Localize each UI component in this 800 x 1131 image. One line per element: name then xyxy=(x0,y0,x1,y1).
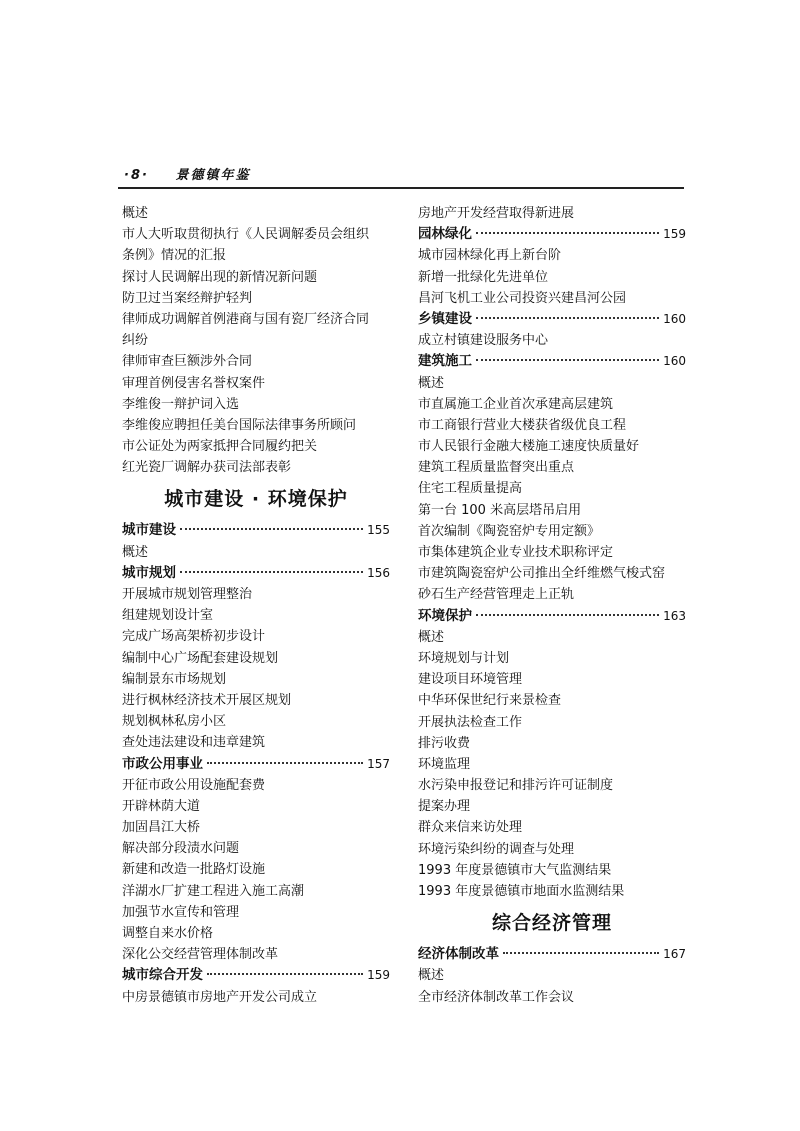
toc-item: 1993 年度景德镇市地面水监测结果 xyxy=(418,884,625,899)
toc-item: 市工商银行营业大楼获省级优良工程 xyxy=(418,417,627,433)
book-title: 景德镇年鉴 xyxy=(175,168,251,183)
section-page-number: 159 xyxy=(367,968,390,983)
toc-item: 纠纷 xyxy=(122,333,149,349)
toc-section-entry xyxy=(122,563,390,584)
chapter-heading: 城市建设 · 环境保护 xyxy=(164,488,348,511)
toc-section-entry xyxy=(122,965,390,986)
toc-item: 李维俊一辩护词入选 xyxy=(122,396,240,412)
dot-leader xyxy=(476,359,659,361)
toc-section-entry xyxy=(418,351,686,372)
toc-section-entry xyxy=(418,224,686,245)
toc-item: 市直属施工企业首次承建高层建筑 xyxy=(418,396,614,412)
section-page-number: 159 xyxy=(663,227,686,242)
section-page-number: 167 xyxy=(663,947,686,962)
toc-section-entry xyxy=(418,606,686,627)
section-title: 市政公用事业 xyxy=(122,755,203,772)
section-title: 建筑施工 xyxy=(418,353,472,370)
toc-item: 组建规划设计室 xyxy=(122,608,214,624)
toc-item: 编制中心广场配套建设规划 xyxy=(122,650,279,666)
toc-item: 概述 xyxy=(122,544,149,560)
toc-section-entry xyxy=(418,309,686,330)
toc-item: 市人民银行金融大楼施工速度快质量好 xyxy=(418,439,640,455)
section-page-number: 160 xyxy=(663,354,686,369)
toc-item: 编制景东市场规划 xyxy=(122,671,227,687)
section-title: 城市综合开发 xyxy=(122,967,203,984)
header-rule xyxy=(118,187,684,189)
toc-item: 概述 xyxy=(122,206,149,221)
section-title: 经济体制改革 xyxy=(418,946,499,963)
toc-item: 群众来信来访处理 xyxy=(418,820,523,836)
toc-right-column xyxy=(418,203,686,1008)
toc-item: 环境规划与计划 xyxy=(418,650,510,666)
section-page-number: 155 xyxy=(367,523,390,538)
toc-item: 市公证处为两家抵押合同履约把关 xyxy=(122,439,318,455)
toc-item: 提案办理 xyxy=(418,799,471,815)
toc-item: 首次编制《陶瓷窑炉专用定额》 xyxy=(418,523,601,539)
section-page-number: 156 xyxy=(367,565,390,580)
toc-item: 环境监理 xyxy=(418,756,471,772)
dot-leader xyxy=(476,317,659,319)
toc-item: 规划枫林私房小区 xyxy=(122,714,227,730)
section-title: 城市建设 xyxy=(122,522,176,539)
toc-item: 环境污染纠纷的调查与处理 xyxy=(418,841,575,857)
toc-item: 建筑工程质量监督突出重点 xyxy=(418,460,575,476)
running-header xyxy=(124,164,250,183)
toc-item: 成立村镇建设服务中心 xyxy=(418,333,549,349)
toc-item: 红光瓷厂调解办获司法部表彰 xyxy=(122,460,292,476)
toc-section-entry xyxy=(418,944,686,965)
toc-item: 全市经济体制改革工作会议 xyxy=(418,989,575,1005)
toc-item: 调整自来水价格 xyxy=(122,926,214,941)
toc-item: 概述 xyxy=(418,375,445,391)
toc-item: 律师审查巨额涉外合同 xyxy=(122,354,253,370)
toc-item: 开辟林荫大道 xyxy=(122,798,201,814)
toc-item: 市建筑陶瓷窑炉公司推出全纤维燃气梭式窑 xyxy=(418,566,666,582)
toc-item: 解决部分段渍水问题 xyxy=(122,841,240,857)
dot-leader xyxy=(207,762,363,764)
section-title: 城市规划 xyxy=(122,564,176,581)
toc-item: 律师成功调解首例港商与国有瓷厂经济合同 xyxy=(122,311,370,327)
toc-item: 开展执法检查工作 xyxy=(418,714,523,730)
toc-item: 洋湖水厂扩建工程进入施工高潮 xyxy=(122,883,305,899)
toc-item: 水污染申报登记和排污许可证制度 xyxy=(418,778,614,794)
toc-item: 查处违法建设和违章建筑 xyxy=(122,735,266,751)
toc-item: 中房景德镇市房地产开发公司成立 xyxy=(122,989,318,1005)
toc-item: 房地产开发经营取得新进展 xyxy=(418,206,575,221)
toc-section-entry xyxy=(122,754,390,775)
toc-item: 中华环保世纪行来景检查 xyxy=(418,693,562,709)
dot-leader xyxy=(180,571,363,573)
toc-item: 住宅工程质量提高 xyxy=(418,481,523,497)
section-title: 环境保护 xyxy=(418,607,472,624)
section-title: 园林绿化 xyxy=(418,226,472,243)
toc-left-column xyxy=(122,203,390,1008)
toc-item: 建设项目环境管理 xyxy=(418,672,523,688)
dot-leader xyxy=(476,232,659,234)
toc-item: 开征市政公用设施配套费 xyxy=(122,777,266,793)
toc-item: 市人大听取贯彻执行《人民调解委员会组织 xyxy=(122,227,370,243)
toc-section-entry xyxy=(122,520,390,541)
toc-item: 防卫过当案经辩护轻判 xyxy=(122,290,253,306)
toc-item: 探讨人民调解出现的新情况新问题 xyxy=(122,269,318,285)
toc-item: 城市园林绿化再上新台阶 xyxy=(418,248,562,264)
dot-leader xyxy=(476,614,659,616)
toc-item: 砂石生产经营管理走上正轨 xyxy=(418,587,575,603)
toc-item: 李维俊应聘担任美台国际法律事务所顾问 xyxy=(122,417,357,433)
toc-item: 概述 xyxy=(418,968,445,984)
toc-item: 完成广场高架桥初步设计 xyxy=(122,629,266,645)
section-title: 乡镇建设 xyxy=(418,310,472,327)
toc-item: 进行枫林经济技术开展区规划 xyxy=(122,692,292,708)
toc-item: 1993 年度景德镇市大气监测结果 xyxy=(418,862,612,878)
toc-item: 排污收费 xyxy=(418,735,471,751)
dot-leader xyxy=(207,973,363,975)
dot-leader xyxy=(503,952,659,954)
toc-item: 深化公交经营管理体制改革 xyxy=(122,947,279,963)
chapter-heading: 综合经济管理 xyxy=(491,912,612,935)
toc-item: 开展城市规划管理整治 xyxy=(122,587,253,602)
section-page-number: 163 xyxy=(663,608,686,623)
toc-item: 市集体建筑企业专业技术职称评定 xyxy=(418,545,614,560)
section-page-number: 157 xyxy=(367,756,390,771)
page-number: ·8· xyxy=(124,168,149,183)
toc-item: 加固昌江大桥 xyxy=(122,820,201,836)
toc-item: 概述 xyxy=(418,629,445,645)
section-page-number: 160 xyxy=(663,311,686,326)
toc-item: 条例》情况的汇报 xyxy=(122,248,227,264)
toc-item: 新建和改造一批路灯设施 xyxy=(122,862,266,878)
toc-item: 第一台 100 米高层塔吊启用 xyxy=(418,502,582,518)
toc-item: 加强节水宣传和管理 xyxy=(122,904,240,920)
dot-leader xyxy=(180,528,363,530)
toc-item: 新增一批绿化先进单位 xyxy=(418,269,549,285)
toc-item: 审理首例侵害名誉权案件 xyxy=(122,375,266,391)
toc-item: 昌河飞机工业公司投资兴建昌河公园 xyxy=(418,290,627,306)
